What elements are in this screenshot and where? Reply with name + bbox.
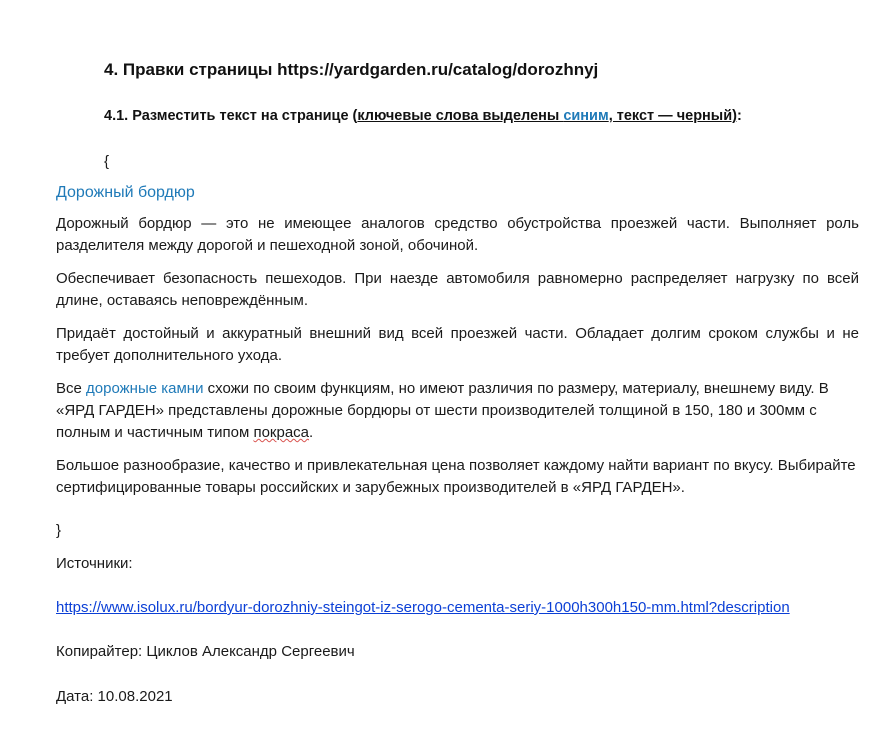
- subheading-underlined-end: , текст — черный): [608, 108, 737, 124]
- page-heading: 4. Правки страницы https://yardgarden.ru/catalog/dorozhnyj: [104, 60, 599, 79]
- paragraph-4-start: Все: [56, 380, 87, 397]
- paragraph-4-end: .: [309, 424, 314, 441]
- subheading-underlined-start: ключевые слова выделены: [357, 108, 564, 124]
- closing-brace: }: [56, 522, 62, 539]
- keyword-road-stones: дорожные камни: [86, 380, 204, 397]
- paragraph-2: Обеспечивает безопасность пешеходов. При наезде автомобиля равномерно распределяет нагрузку по всей длине, оставаясь неповреждённым.: [56, 270, 859, 309]
- subheading-prefix: 4.1. Разместить текст на странице (: [104, 108, 358, 124]
- paragraph-3: Придаёт достойный и аккуратный внешний вид всей проезжей части. Обладает долгим сроком службы и не требует дополнительного ухода.: [56, 325, 859, 364]
- date-line: Дата: 10.08.2021: [56, 688, 173, 705]
- task-subheading: [104, 108, 742, 124]
- paragraph-1: Дорожный бордюр — это не имеющее аналогов средство обустройства проезжей части. Выполняет роль разделителя между дорогой и пешеходной зоной, обочиной.: [56, 215, 859, 254]
- paragraph-4: [56, 378, 859, 444]
- sources-label: Источники:: [56, 555, 133, 572]
- source-link[interactable]: https://www.isolux.ru/bordyur-dorozhniy-steingot-iz-serogo-cementa-seriy-1000h300h150-mm.html?description: [56, 599, 790, 616]
- subheading-suffix: :: [736, 108, 742, 124]
- copywriter-line: Копирайтер: Циклов Александр Сергеевич: [56, 643, 355, 660]
- paragraph-4-middle: схожи по своим функциям, но имеют различия по размеру, материалу, внешнему виду. В «ЯРД ГАРДЕН» представлены дорожные бордюры от шести производителей толщиной в 150, 180 и 300мм с полным и частичным типом: [56, 380, 829, 441]
- subheading-blue-word: синим: [563, 108, 609, 124]
- paragraph-5: Большое разнообразие, качество и привлекательная цена позволяет каждому найти вариант по вкусу. Выбирайте сертифицированные товары российских и зарубежных производителей в «ЯРД ГАРДЕН».: [56, 457, 856, 496]
- opening-brace: {: [104, 153, 110, 170]
- subheading-underlined: [357, 108, 737, 124]
- section-title: Дорожный бордюр: [56, 184, 195, 201]
- misspelled-word: покраса: [253, 424, 310, 441]
